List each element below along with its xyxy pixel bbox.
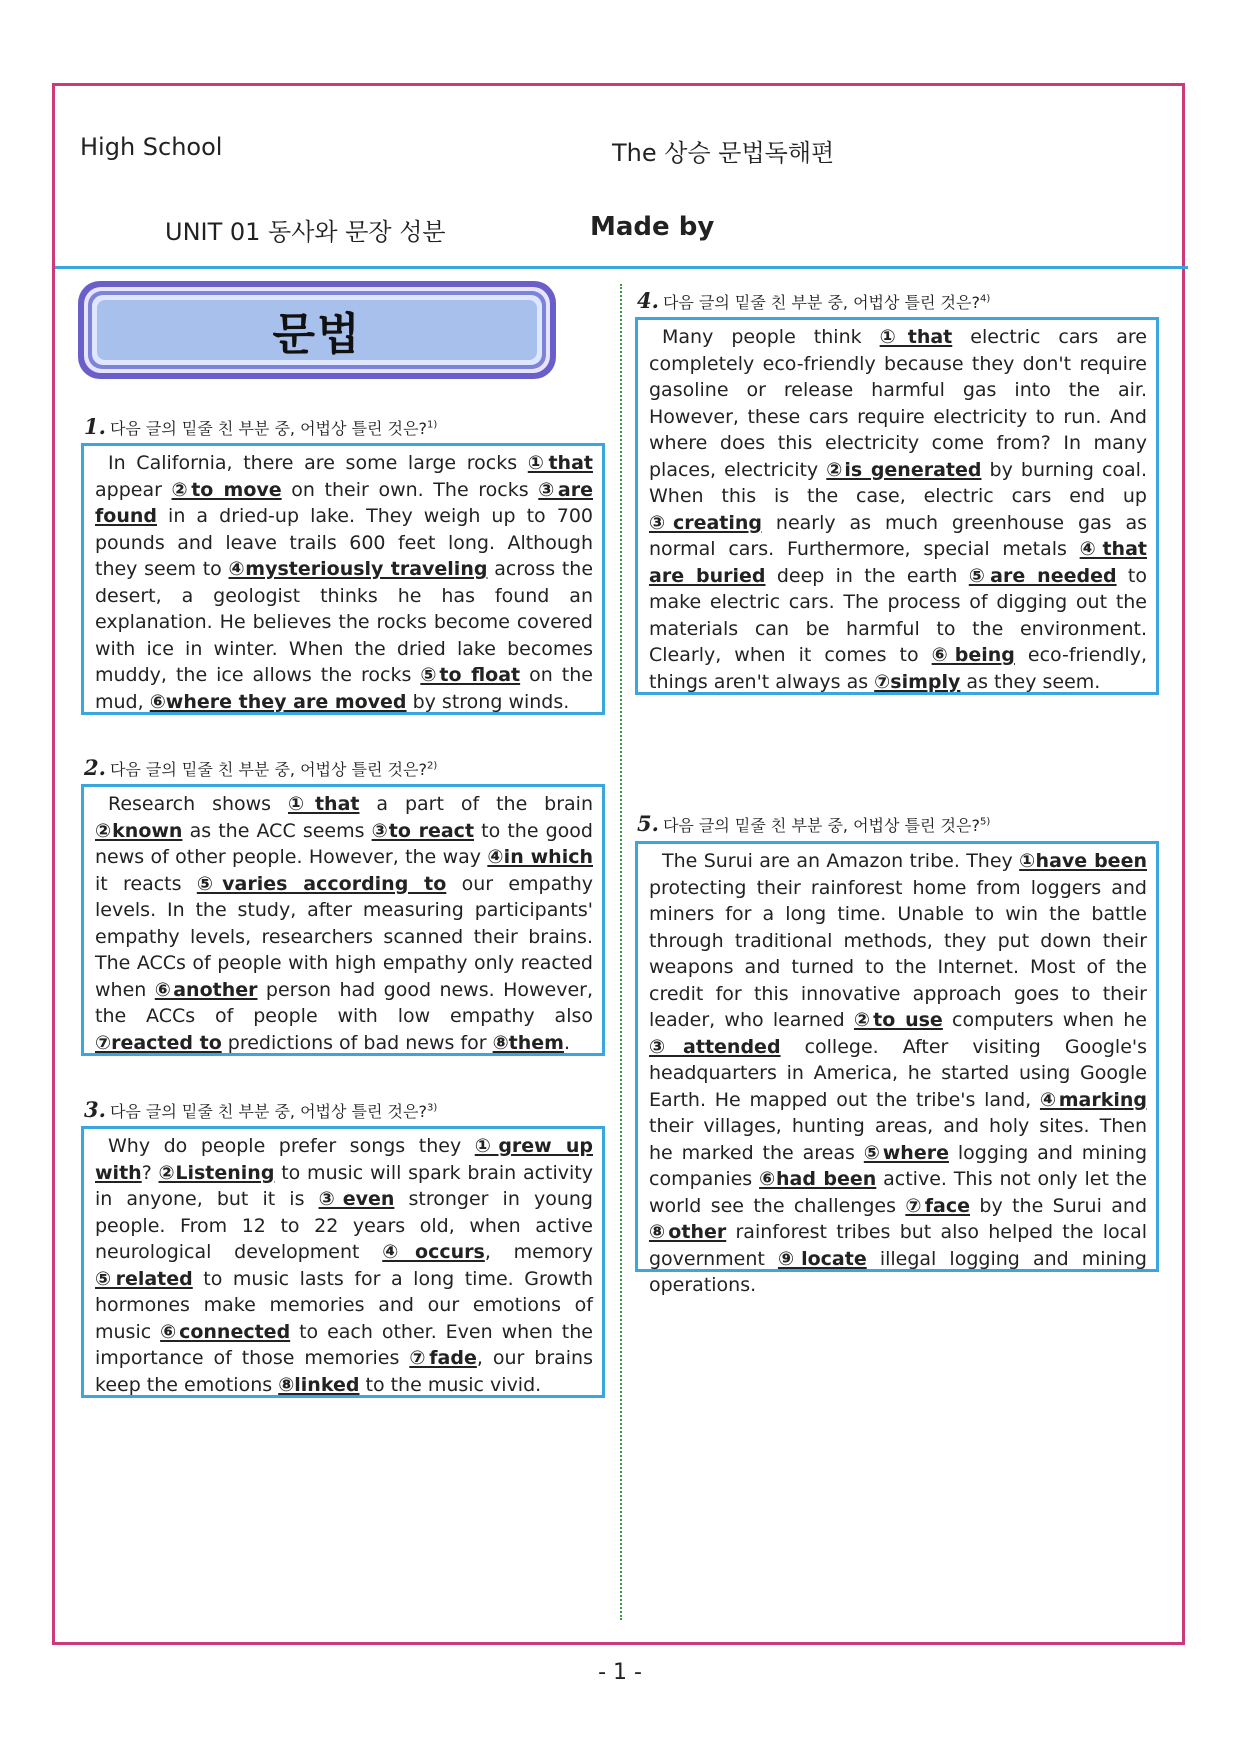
marked-choice: ④marking bbox=[1039, 1088, 1147, 1111]
header-divider bbox=[55, 266, 1188, 269]
question-number: 4. bbox=[637, 288, 659, 313]
marked-choice: ③even bbox=[318, 1188, 395, 1210]
question-passage-box bbox=[81, 443, 605, 715]
passage-segment: Why do people prefer songs they bbox=[108, 1135, 475, 1157]
passage-segment: rainforest tribes but also helped the local government bbox=[649, 1221, 1147, 1270]
marked-choice: ③creating bbox=[649, 511, 763, 534]
marked-choice: ①have been bbox=[1019, 850, 1147, 872]
marked-choice: ⑥being bbox=[931, 644, 1015, 666]
marked-choice: ①that bbox=[288, 793, 360, 815]
marked-choice: ⑧them bbox=[492, 1031, 564, 1054]
marked-choice: ⑦face bbox=[905, 1194, 971, 1217]
passage-segment: Many people think bbox=[662, 326, 880, 348]
school-label: High School bbox=[80, 133, 223, 161]
marked-choice: ⑦fade bbox=[409, 1347, 477, 1369]
question-passage-box bbox=[635, 317, 1159, 695]
passage-segment: logging and mining companies bbox=[649, 1141, 1148, 1190]
marked-choice: ④that are buried bbox=[649, 538, 1147, 587]
passage-segment: on the mud, bbox=[95, 664, 593, 713]
marked-choice: ⑧other bbox=[649, 1221, 727, 1243]
passage-text bbox=[649, 848, 1147, 1299]
marked-choice: ②known bbox=[95, 819, 183, 842]
passage-segment: to the good news of other people. However, the way bbox=[95, 819, 593, 868]
question-passage-box bbox=[81, 784, 605, 1056]
marked-choice: ⑤related bbox=[95, 1267, 193, 1290]
marked-choice: ⑤to float bbox=[420, 664, 521, 686]
passage-segment: computers when he bbox=[942, 1009, 1147, 1031]
section-title-badge bbox=[78, 281, 556, 379]
footnote-ref: 2) bbox=[426, 760, 438, 772]
passage-segment: electric cars are completely eco-friendly because they don't require gasoline or release harmful gas into the air. However, these cars require electricity to run. And where does this electricity come from? In many places, electricity bbox=[649, 326, 1147, 481]
marked-choice: ②to use bbox=[853, 1009, 943, 1031]
passage-segment: to the music vivid. bbox=[359, 1373, 542, 1396]
marked-choice: ⑥had been bbox=[759, 1168, 877, 1190]
marked-choice: ④mysteriously traveling bbox=[228, 558, 488, 580]
passage-segment: nearly as much greenhouse gas as normal cars. Furthermore, special metals bbox=[649, 511, 1148, 560]
passage-segment: Research shows bbox=[108, 793, 288, 815]
marked-choice: ②is generated bbox=[826, 458, 982, 481]
passage-segment: our empathy levels. In the study, after measuring participants' empathy levels, researchers scanned their brains. The ACCs of people with high empathy only reacted when bbox=[95, 872, 593, 1001]
question-prompt: 다음 글의 밑줄 친 부분 중, 어법상 틀린 것은? bbox=[109, 760, 427, 779]
footnote-ref: 4) bbox=[979, 293, 991, 305]
question-title bbox=[637, 811, 990, 836]
marked-choice: ③attended bbox=[649, 1035, 781, 1058]
marked-choice: ③are found bbox=[95, 478, 593, 527]
passage-text bbox=[95, 450, 593, 715]
passage-segment: to music lasts for a long time. Growth hormones make memories and our emotions of music bbox=[95, 1267, 593, 1343]
passage-segment: The Surui are an Amazon tribe. They bbox=[662, 850, 1020, 872]
passage-segment: their villages, hunting areas, and holy sites. Then he marked the areas bbox=[649, 1115, 1147, 1164]
passage-segment: protecting their rainforest home from loggers and miners for a long time. Unable to win the battle through traditional methods, they put down their weapons and turned to the Internet. Most of the credit for this innovative approach goes to their leader, who learned bbox=[649, 876, 1147, 1031]
marked-choice: ②to move bbox=[171, 478, 282, 501]
passage-segment: In California, there are some large rocks bbox=[108, 452, 528, 474]
footnote-ref: 3) bbox=[426, 1102, 438, 1114]
footnote-ref: 5) bbox=[979, 816, 991, 828]
passage-segment: stronger in young people. From 12 to 22 years old, when active neurological development bbox=[95, 1188, 593, 1263]
passage-segment: by strong winds. bbox=[406, 690, 570, 713]
marked-choice: ⑨locate bbox=[777, 1247, 867, 1270]
passage-segment: by burning coal. When this is the case, electric cars end up bbox=[649, 458, 1148, 507]
passage-segment: as they seem. bbox=[960, 670, 1101, 693]
passage-segment: illegal logging and mining operations. bbox=[649, 1247, 1147, 1296]
passage-text bbox=[649, 324, 1147, 695]
passage-segment: appear bbox=[95, 478, 172, 501]
question-title bbox=[637, 288, 990, 313]
question-passage-box bbox=[635, 841, 1159, 1296]
made-by-label: Made by bbox=[590, 212, 715, 242]
page-number: - 1 - bbox=[598, 1660, 642, 1685]
question-passage-box bbox=[81, 1126, 605, 1398]
passage-text bbox=[95, 791, 593, 1056]
passage-text bbox=[95, 1133, 593, 1398]
marked-choice: ⑤are needed bbox=[968, 564, 1117, 587]
passage-segment: , our brains keep the emotions bbox=[95, 1347, 593, 1396]
question-number: 1. bbox=[84, 414, 106, 439]
passage-segment: on their own. The rocks bbox=[281, 478, 539, 501]
marked-choice: ⑤where bbox=[863, 1141, 949, 1164]
marked-choice: ④in which bbox=[487, 846, 593, 868]
marked-choice: ⑤varies according to bbox=[196, 872, 447, 895]
passage-segment: college. After visiting Google's headquarters in America, he started using Google Earth. He mapped out the tribe's land, bbox=[649, 1035, 1148, 1111]
marked-choice: ④occurs bbox=[382, 1241, 485, 1263]
question-title bbox=[84, 414, 437, 439]
question-prompt: 다음 글의 밑줄 친 부분 중, 어법상 틀린 것은? bbox=[662, 293, 980, 312]
marked-choice: ⑥another bbox=[154, 978, 258, 1001]
question-number: 3. bbox=[84, 1097, 106, 1122]
question-prompt: 다음 글의 밑줄 친 부분 중, 어법상 틀린 것은? bbox=[109, 1102, 427, 1121]
marked-choice: ③to react bbox=[371, 819, 475, 842]
question-title bbox=[84, 755, 437, 780]
passage-segment: , memory bbox=[484, 1241, 593, 1263]
question-title bbox=[84, 1097, 437, 1122]
marked-choice: ⑧linked bbox=[278, 1373, 360, 1396]
passage-segment: across the desert, a geologist thinks he has found an explanation. He believes the rocks become covered with ice in winter. When the dried lake becomes muddy, the ice allows the rocks bbox=[95, 558, 594, 686]
book-title: The 상승 문법독해편 bbox=[612, 139, 835, 167]
marked-choice: ②Listening bbox=[158, 1161, 275, 1184]
passage-segment: to each other. Even when the importance of those memories bbox=[95, 1320, 593, 1369]
footnote-ref: 1) bbox=[426, 419, 438, 431]
column-divider bbox=[620, 284, 622, 1620]
passage-segment: ? bbox=[141, 1161, 159, 1184]
marked-choice: ①that bbox=[527, 452, 593, 474]
marked-choice: ①grew up with bbox=[95, 1135, 593, 1184]
passage-segment: deep in the earth bbox=[765, 564, 969, 587]
passage-segment: . bbox=[563, 1031, 571, 1054]
passage-segment: by the Surui and bbox=[970, 1194, 1148, 1217]
question-prompt: 다음 글의 밑줄 친 부분 중, 어법상 틀린 것은? bbox=[109, 419, 427, 438]
question-number: 5. bbox=[637, 811, 659, 836]
passage-segment: it reacts bbox=[95, 872, 197, 895]
passage-segment: eco-friendly, things aren't always as bbox=[649, 644, 1147, 693]
passage-segment: as the ACC seems bbox=[182, 819, 372, 842]
marked-choice: ⑦reacted to bbox=[95, 1031, 222, 1054]
marked-choice: ⑥where they are moved bbox=[149, 690, 407, 713]
passage-segment: to music will spark brain activity in anyone, but it is bbox=[95, 1161, 593, 1210]
marked-choice: ⑥connected bbox=[160, 1320, 291, 1343]
passage-segment: to make electric cars. The process of digging out the materials can be harmful to the environment. Clearly, when it comes to bbox=[649, 564, 1147, 666]
marked-choice: ⑦simply bbox=[874, 670, 961, 693]
unit-title: UNIT 01 동사와 문장 성분 bbox=[165, 218, 446, 246]
section-title: 문법 bbox=[97, 300, 537, 360]
passage-segment: in a dried-up lake. They weigh up to 700 pounds and leave trails 600 feet long. Although they seem to bbox=[95, 505, 593, 580]
passage-segment: active. This not only let the world see the challenges bbox=[649, 1168, 1147, 1217]
question-number: 2. bbox=[84, 755, 106, 780]
marked-choice: ①that bbox=[879, 326, 953, 348]
passage-segment: predictions of bad news for bbox=[221, 1031, 493, 1054]
passage-segment: person had good news. However, the ACCs of people with low empathy also bbox=[95, 978, 594, 1027]
passage-segment: a part of the brain bbox=[359, 793, 594, 815]
question-prompt: 다음 글의 밑줄 친 부분 중, 어법상 틀린 것은? bbox=[662, 816, 980, 835]
